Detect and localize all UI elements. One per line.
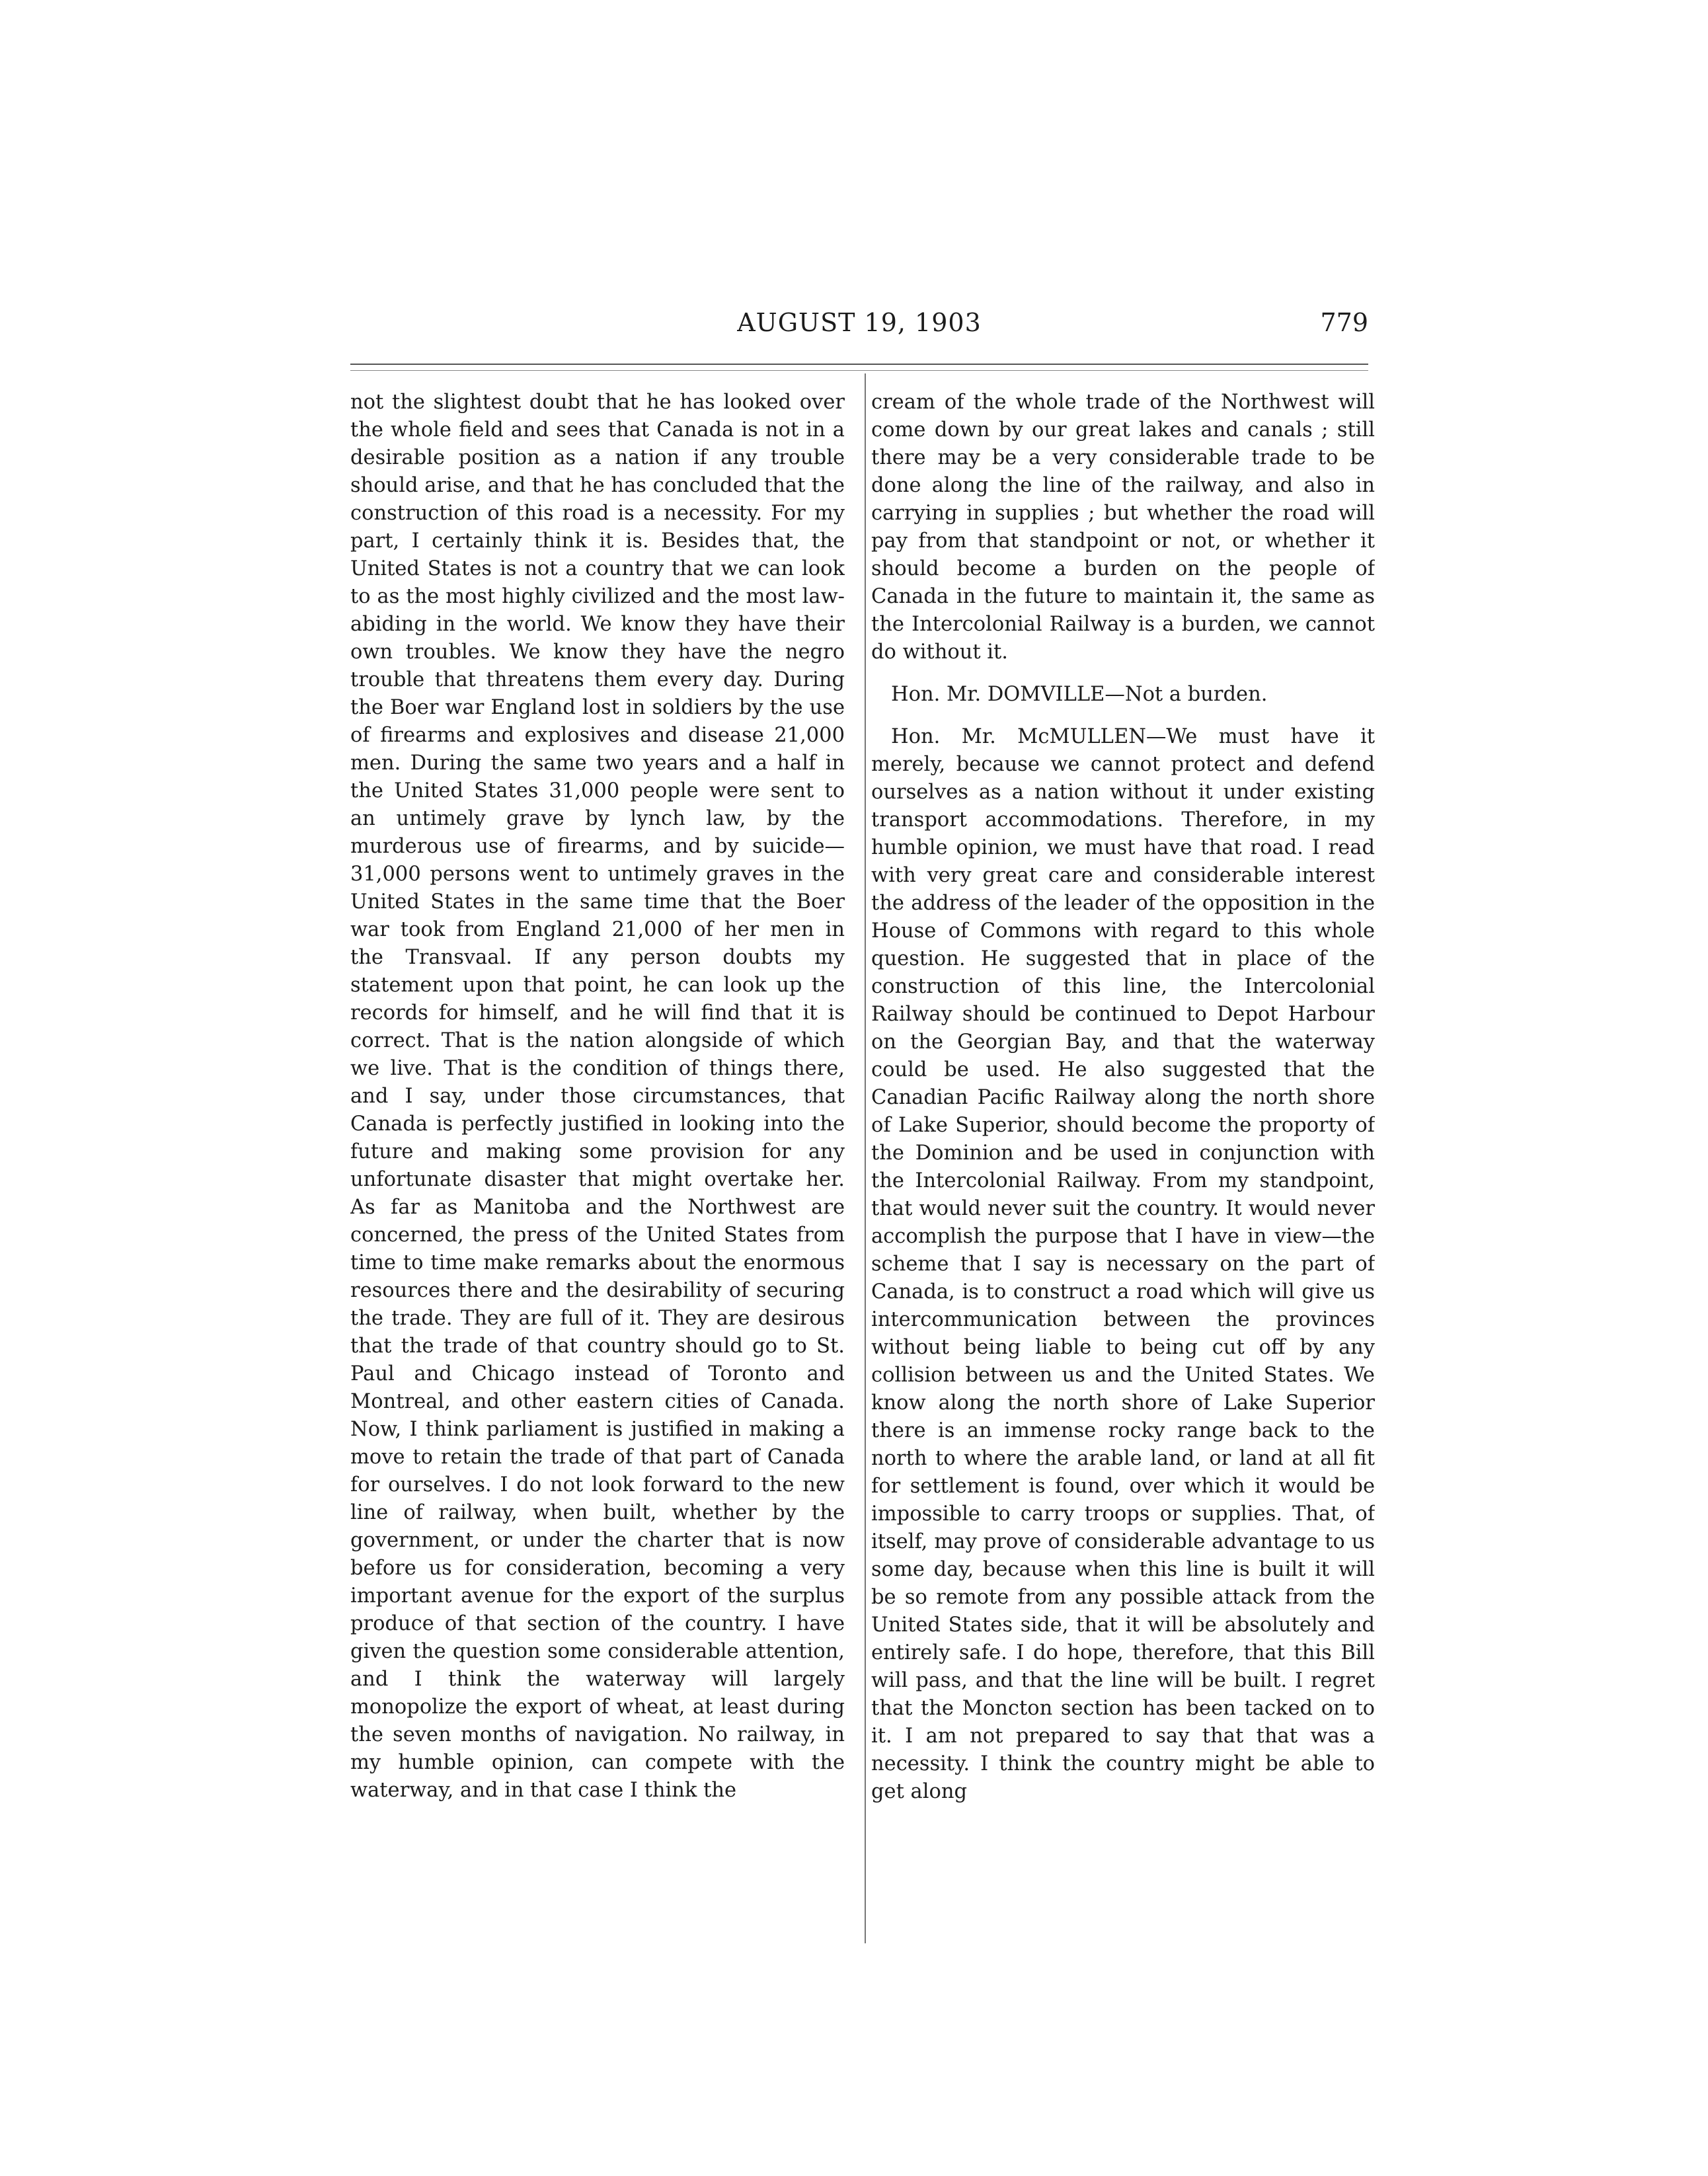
page-header: [350, 308, 1368, 348]
right-column: [871, 389, 1375, 1949]
speech-mcmullen: Hon. Mr. McMULLEN—We must have it merely, because we cannot protect and defend ourselves as a nation without it under existing transport accommodations. Therefore, in my humble opinion, we must have that road. I read with very great care and considerable interest the address of the leader of the opposition in the House of Commons with regard to this whole question. He suggested that in place of the construction of this line, the Intercolonial Railway should be continued to Depot Harbour on the Georgian Bay, and that the waterway could be used. He also suggested that the Canadian Pacific Railway along the north shore of Lake Superior, should become the proporty of the Dominion and be used in conjunction with the Intercolonial Railway. From my standpoint, that would never suit the country. It would never accomplish the purpose that I have in view—the scheme that I say is necessary on the part of Canada, is to construct a road which will give us intercommunication between the provinces without being liable to being cut off by any collision between us and the United States. We know along the north shore of Lake Superior there is an immense rocky range back to the north to where the arable land, or land at all fit for settlement is found, over which it would be impossible to carry troops or supplies. That, of itself, may prove of considerable advantage to us some day, because when this line is built it will be so remote from any possible attack from the United States side, that it will be absolutely and entirely safe. I do hope, therefore, that this Bill will pass, and that the line will be built. I regret that the Moncton section has been tacked on to it. I am not prepared to say that that was a necessity. I think the country might be able to get along: [871, 725, 1375, 1803]
page-number: 779: [1320, 308, 1368, 337]
header-rule: [350, 364, 1368, 365]
right-column-continuation: cream of the whole trade of the Northwest will come down by our great lakes and canals ; still there may be a very considerable trade to be done along the line of the railway, and also in carrying in supplies ; but whether the road will pay from that standpoint or not, or whether it should become a burden on the people of Canada in the future to maintain it, the same as the Intercolonial Railway is a burden, we cannot do without it.: [871, 391, 1375, 664]
speech-domville: Hon. Mr. DOMVILLE—Not a burden.: [891, 683, 1268, 706]
left-column-text: not the slightest doubt that he has looked over the whole field and sees that Canada is not in a desirable position as a nation if any trouble should arise, and that he has concluded that the construction of this road is a necessity. For my part, I certainly think it is. Besides that, the United States is not a country that we can look to as the most highly civilized and the most law-abiding in the world. We know they have their own troubles. We know they have the negro trouble that threatens them every day. During the Boer war England lost in soldiers by the use of firearms and explosives and disease 21,000 men. During the same two years and a half in the United States 31,000 people were sent to an untimely grave by lynch law, by the murderous use of firearms, and by suicide—31,000 persons went to untimely graves in the United States in the same time that the Boer war took from England 21,000 of her men in the Transvaal. If any person doubts my statement upon that point, he can look up the records for himself, and he will find that it is correct. That is the nation alongside of which we live. That is the condition of things there, and I say, under those circumstances, that Canada is perfectly justified in looking into the future and making some provision for any unfortunate disaster that might overtake her. As far as Manitoba and the Northwest are concerned, the press of the United States from time to time make remarks about the enormous resources there and the desirability of securing the trade. They are full of it. They are desirous that the trade of that country should go to St. Paul and Chicago instead of Toronto and Montreal, and other eastern cities of Canada. Now, I think parliament is justified in making a move to retain the trade of that part of Canada for ourselves. I do not look forward to the new line of railway, when built, whether by the government, or under the charter that is now before us for consideration, becoming a very important avenue for the export of the surplus produce of that section of the country. I have given the question some considerable attention, and I think the waterway will largely monopolize the export of wheat, at least during the seven months of navigation. No railway, in my humble opinion, can compete with the waterway, and in that case I think the: [350, 391, 845, 1802]
column-divider: [865, 373, 866, 1943]
header-rule-thin: [350, 370, 1368, 371]
left-column: [350, 389, 845, 1949]
page-date: AUGUST 19, 1903: [737, 308, 982, 337]
